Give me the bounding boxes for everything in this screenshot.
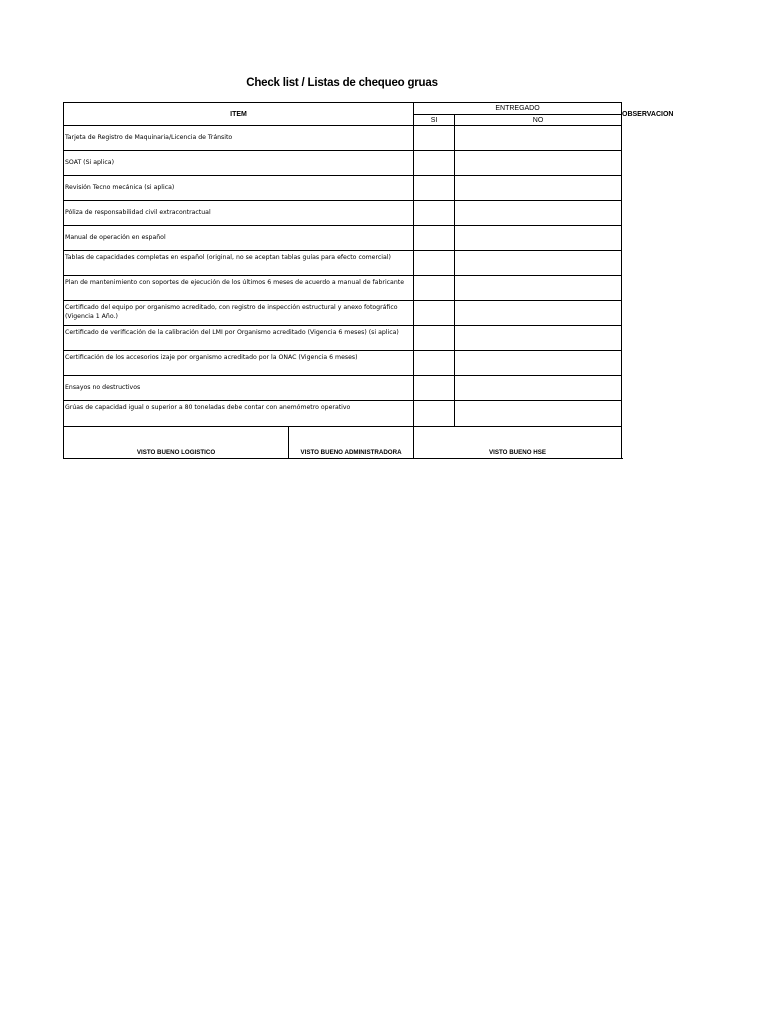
si-cell[interactable] — [414, 276, 455, 301]
item-header: ITEM — [64, 103, 414, 126]
no-cell[interactable] — [455, 376, 622, 401]
si-cell[interactable] — [414, 251, 455, 276]
no-header: NO — [455, 115, 622, 126]
checklist-row — [64, 251, 622, 276]
item-text: Certificado de verificación de la calibración del LMI por Organismo acreditado (Vigencia 6 meses) (si aplica) — [64, 326, 414, 351]
no-cell[interactable] — [455, 401, 622, 427]
checklist-row — [64, 201, 622, 226]
admin-approval[interactable]: VISTO BUENO ADMINISTRADORA — [289, 427, 414, 459]
signature-row — [64, 427, 622, 459]
checklist-row — [64, 126, 622, 151]
no-cell[interactable] — [455, 351, 622, 376]
item-text: Manual de operación en español — [64, 226, 414, 251]
checklist-row — [64, 176, 622, 201]
si-cell[interactable] — [414, 401, 455, 427]
checklist-row — [64, 376, 622, 401]
checklist-row — [64, 301, 622, 326]
si-cell[interactable] — [414, 126, 455, 151]
si-cell[interactable] — [414, 376, 455, 401]
checklist-row — [64, 151, 622, 176]
checklist-table — [63, 102, 674, 459]
si-cell[interactable] — [414, 226, 455, 251]
no-cell[interactable] — [455, 251, 622, 276]
item-text: Ensayos no destructivos — [64, 376, 414, 401]
si-cell[interactable] — [414, 301, 455, 326]
no-cell[interactable] — [455, 326, 622, 351]
item-text: Revisión Tecno mecánica (si aplica) — [64, 176, 414, 201]
checklist-row — [64, 401, 622, 427]
item-text: Tarjeta de Registro de Maquinaria/Licencia de Tránsito — [64, 126, 414, 151]
no-cell[interactable] — [455, 301, 622, 326]
item-text: Certificado del equipo por organismo acreditado, con registro de inspección estructural y anexo fotográfico (Vigencia 1 Año.) — [64, 301, 414, 326]
item-text: Certificación de los accesorios izaje por organismo acreditado por la ONAC (Vigencia 6 meses) — [64, 351, 414, 376]
si-cell[interactable] — [414, 151, 455, 176]
no-cell[interactable] — [455, 176, 622, 201]
item-text: Grúas de capacidad igual o superior a 80 toneladas debe contar con anemómetro operativo — [64, 401, 414, 427]
si-cell[interactable] — [414, 176, 455, 201]
item-text: Póliza de responsabilidad civil extracontractual — [64, 201, 414, 226]
checklist-row — [64, 226, 622, 251]
checklist-row — [64, 276, 622, 301]
si-cell[interactable] — [414, 201, 455, 226]
no-cell[interactable] — [455, 151, 622, 176]
logistics-approval[interactable]: VISTO BUENO LOGISTICO — [64, 427, 289, 459]
item-text: SOAT (Si aplica) — [64, 151, 414, 176]
si-cell[interactable] — [414, 326, 455, 351]
no-cell[interactable] — [455, 126, 622, 151]
no-cell[interactable] — [455, 276, 622, 301]
delivered-header: ENTREGADO — [414, 103, 622, 115]
item-text: Tablas de capacidades completas en español (original, no se aceptan tablas guías para efecto comercial) — [64, 251, 414, 276]
page-title: Check list / Listas de chequeo gruas — [246, 77, 438, 89]
item-text: Plan de mantenimiento con soportes de ejecución de los últimos 6 meses de acuerdo a manual de fabricante — [64, 276, 414, 301]
header-row-top: ITEM ENTREGADO OBSERVACION — [64, 103, 622, 115]
si-cell[interactable] — [414, 351, 455, 376]
checklist-row — [64, 326, 622, 351]
no-cell[interactable] — [455, 226, 622, 251]
hse-approval[interactable]: VISTO BUENO HSE — [414, 427, 622, 459]
no-cell[interactable] — [455, 201, 622, 226]
yes-header: SI — [414, 115, 455, 126]
checklist-row — [64, 351, 622, 376]
